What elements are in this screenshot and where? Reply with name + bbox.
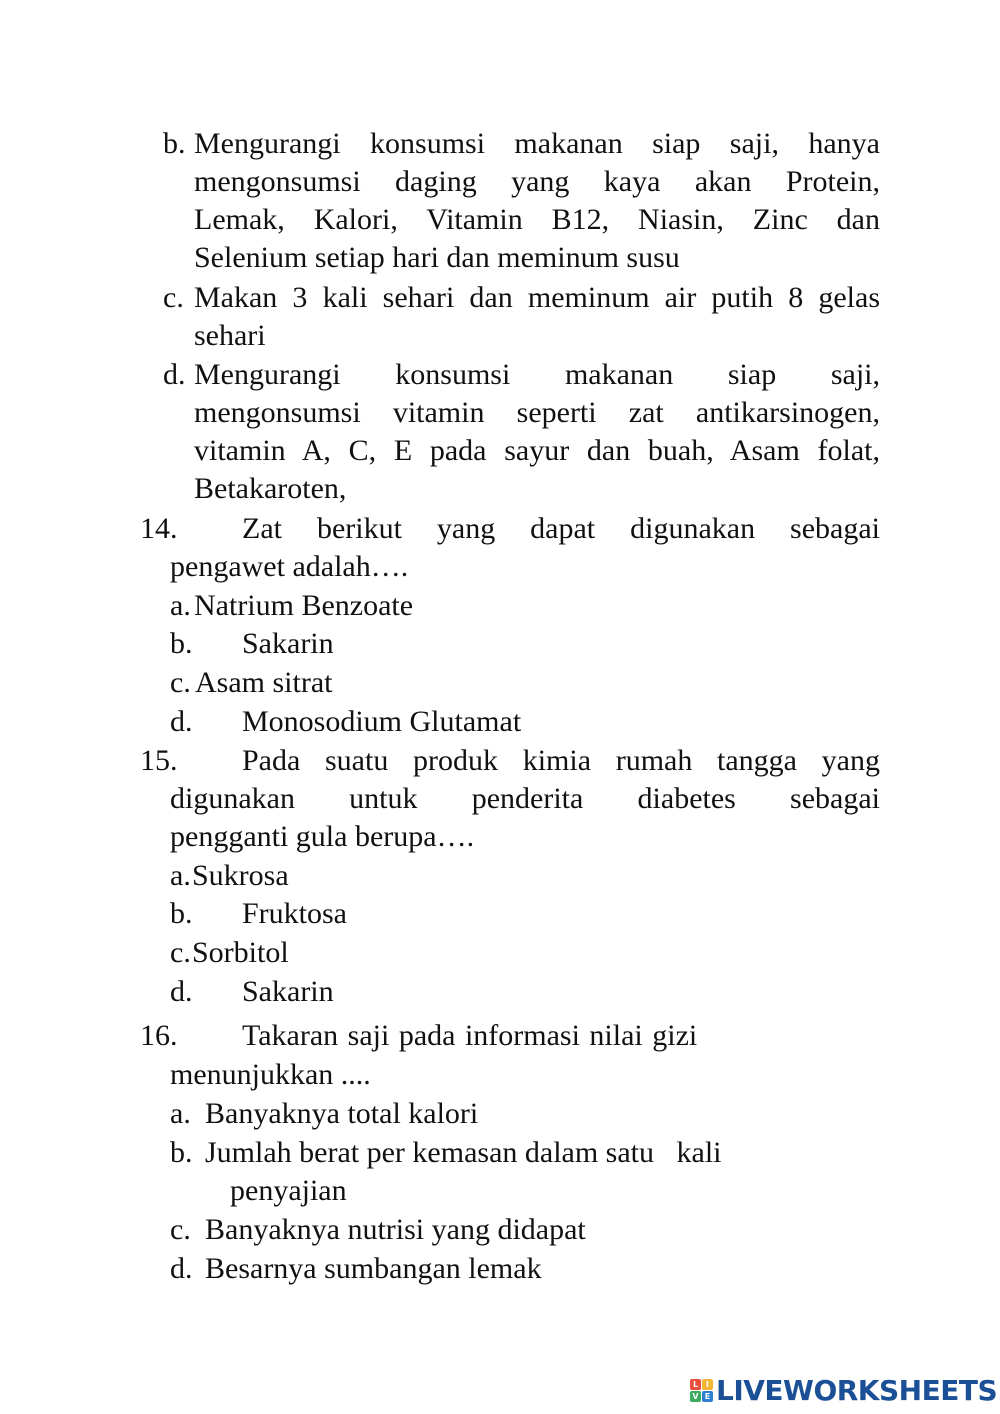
question-number: 16. bbox=[140, 1019, 178, 1052]
logo-mark-tile: V bbox=[690, 1391, 701, 1402]
option-label: d. bbox=[170, 975, 193, 1008]
option-text-line: mengonsumsi vitamin seperti zat antikarsinogen, bbox=[194, 396, 880, 429]
option-label: d. bbox=[163, 358, 186, 391]
option-text: Monosodium Glutamat bbox=[242, 705, 522, 738]
option-text: Natrium Benzoate bbox=[194, 589, 414, 622]
option-text: Besarnya sumbangan lemak bbox=[205, 1252, 542, 1285]
question-text-line: pengganti gula berupa…. bbox=[170, 820, 475, 853]
logo-mark-tile: L bbox=[690, 1379, 701, 1390]
option-label: c. bbox=[170, 666, 191, 699]
logo-mark-icon bbox=[690, 1379, 713, 1402]
option-text-line: Selenium setiap hari dan meminum susu bbox=[194, 241, 680, 274]
option-label: a. bbox=[170, 859, 191, 892]
option-label: b. bbox=[163, 127, 186, 160]
option-label: a. bbox=[170, 1097, 191, 1130]
option-label: d. bbox=[170, 705, 193, 738]
question-text-line: digunakan untuk penderita diabetes sebagai bbox=[170, 782, 880, 815]
option-text-line: Mengurangi konsumsi makanan siap saji, hanya bbox=[194, 127, 880, 160]
option-text-line: vitamin A, C, E pada sayur dan buah, Asam folat, bbox=[194, 434, 880, 467]
option-text: penyajian bbox=[230, 1174, 347, 1207]
option-text-line: sehari bbox=[194, 319, 266, 352]
option-text-line: Betakaroten, bbox=[194, 472, 347, 505]
option-text: Sakarin bbox=[242, 627, 334, 660]
option-text: Banyaknya total kalori bbox=[205, 1097, 479, 1130]
option-text: Sorbitol bbox=[192, 936, 289, 969]
question-text-line: Zat berikut yang dapat digunakan sebagai bbox=[242, 512, 880, 545]
option-label: b. bbox=[170, 1136, 193, 1169]
option-text: Jumlah berat per kemasan dalam satu kali bbox=[205, 1136, 722, 1169]
question-text-line: pengawet adalah…. bbox=[170, 550, 409, 583]
option-text: Fruktosa bbox=[242, 897, 347, 930]
option-label: d. bbox=[170, 1252, 193, 1285]
question-number: 15. bbox=[140, 744, 178, 777]
question-text-line: Takaran saji pada informasi nilai gizi bbox=[242, 1019, 698, 1052]
option-text-line: Makan 3 kali sehari dan meminum air putih 8 gelas bbox=[194, 281, 880, 314]
option-text-line: mengonsumsi daging yang kaya akan Protein, bbox=[194, 165, 880, 198]
option-text-line: Lemak, Kalori, Vitamin B12, Niasin, Zinc dan bbox=[194, 203, 880, 236]
option-label: a. bbox=[170, 589, 191, 622]
option-text-line: Mengurangi konsumsi makanan siap saji, bbox=[194, 358, 880, 391]
question-text-line: menunjukkan .... bbox=[170, 1058, 371, 1091]
option-text: Asam sitrat bbox=[195, 666, 333, 699]
option-label: b. bbox=[170, 897, 193, 930]
question-text-line: Pada suatu produk kimia rumah tangga yang bbox=[242, 744, 880, 777]
option-label: c. bbox=[170, 1213, 191, 1246]
logo-mark-tile: I bbox=[702, 1379, 713, 1390]
logo-mark-tile: E bbox=[702, 1391, 713, 1402]
option-text: Sakarin bbox=[242, 975, 334, 1008]
liveworksheets-logo bbox=[690, 1372, 997, 1408]
option-label: c. bbox=[163, 281, 184, 314]
logo-text: LIVEWORKSHEETS bbox=[716, 1373, 998, 1407]
option-text: Banyaknya nutrisi yang didapat bbox=[205, 1213, 586, 1246]
option-text: Sukrosa bbox=[192, 859, 289, 892]
option-label: b. bbox=[170, 627, 193, 660]
question-number: 14. bbox=[140, 512, 178, 545]
option-label: c. bbox=[170, 936, 191, 969]
